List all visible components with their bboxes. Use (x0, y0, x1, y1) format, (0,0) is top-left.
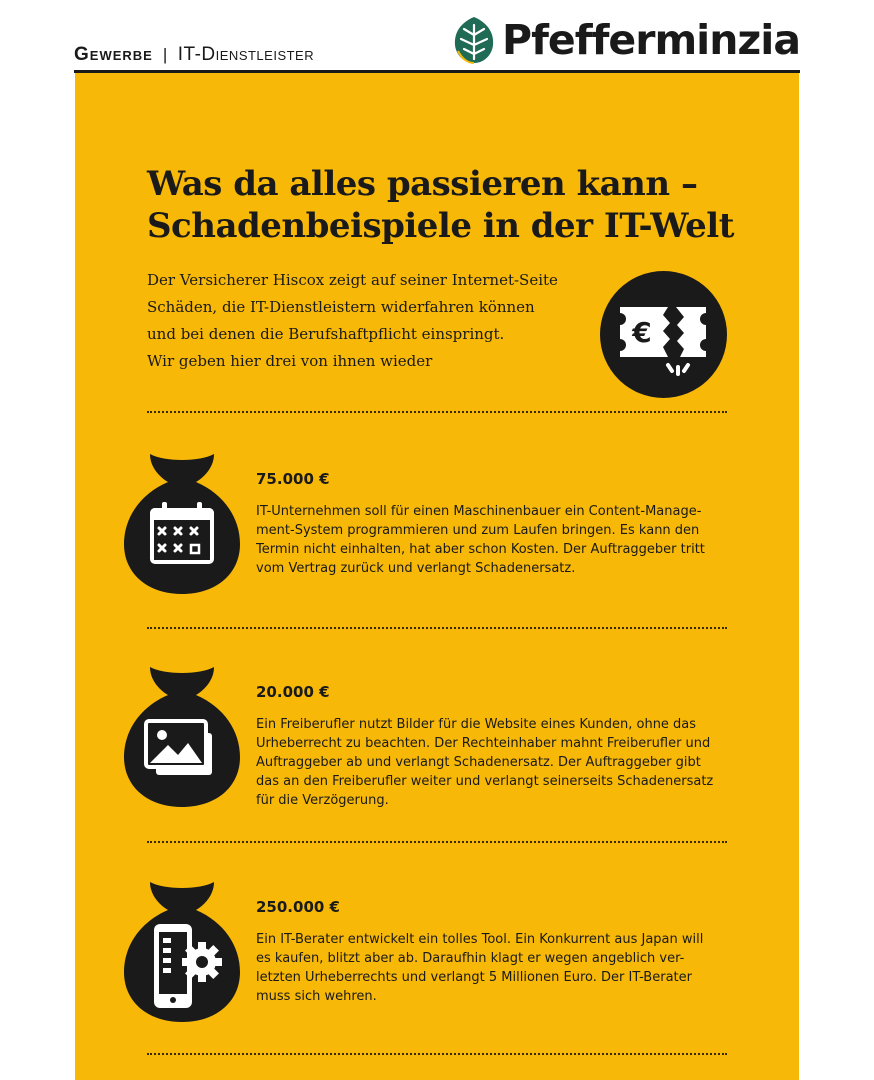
title-line: Schadenbeispiele in der IT-Welt (147, 206, 734, 246)
section-name: Gewerbe (74, 44, 153, 65)
intro-line: Wir geben hier drei von ihnen wieder (147, 352, 433, 370)
case-line: letzten Urheberrechts und verlangt 5 Millionen Euro. Der IT-Berater (256, 970, 692, 985)
euro-symbol: € (632, 316, 652, 349)
torn-banknote-icon (600, 271, 727, 398)
intro-line: und bei denen die Berufshaftpflicht einspringt. (147, 325, 505, 343)
brand-name: Pfefferminzia (502, 16, 800, 64)
mint-leaf-icon (452, 15, 496, 65)
case-line: vom Vertrag zurück und verlangt Schadenersatz. (256, 561, 576, 576)
money-bag-icon (124, 665, 240, 807)
case-line: das an den Freiberufler weiter und verlangt seinerseits Schadenersatz (256, 774, 714, 789)
subsection-name: IT-Dienstleister (177, 44, 315, 65)
page-header (74, 0, 800, 72)
case-amount: 250.000 € (256, 898, 340, 916)
case-line: es kaufen, blitzt aber ab. Daraufhin klagt er wegen angeblich ver- (256, 951, 685, 966)
divider (147, 627, 727, 629)
section-label (74, 44, 314, 66)
case-line: Urheberrecht zu beachten. Der Rechteinhaber mahnt Freiberufler und (256, 736, 711, 751)
intro-line: Der Versicherer Hiscox zeigt auf seiner Internet-Seite (147, 271, 558, 289)
case-item (124, 452, 744, 612)
case-line: Ein IT-Berater entwickelt ein tolles Tool. Ein Konkurrent aus Japan will (256, 932, 704, 947)
case-description (256, 715, 730, 810)
divider (147, 1053, 727, 1055)
intro-line: Schäden, die IT-Dienstleistern widerfahren können (147, 298, 535, 316)
brand-logo[interactable] (452, 14, 800, 66)
case-amount: 75.000 € (256, 470, 330, 488)
money-bag-icon (124, 452, 240, 594)
case-line: Auftraggeber ab und verlangt Schadenersatz. Der Auftraggeber gibt (256, 755, 701, 770)
divider (147, 841, 727, 843)
title-line: Was da alles passieren kann – (147, 164, 698, 204)
case-amount: 20.000 € (256, 683, 330, 701)
case-description (256, 502, 730, 578)
case-line: ment-System programmieren und zum Laufen bringen. Es kann den (256, 523, 700, 538)
calendar-icon (150, 502, 214, 564)
divider (147, 411, 727, 413)
case-line: Termin nicht einhalten, hat aber schon Kosten. Der Auftraggeber tritt (256, 542, 705, 557)
case-line: für die Verzögerung. (256, 793, 389, 808)
intro-badge (600, 271, 727, 398)
case-line: muss sich wehren. (256, 989, 377, 1004)
case-line: IT-Unternehmen soll für einen Maschinenbauer ein Content-Manage- (256, 504, 702, 519)
section-separator: | (162, 45, 168, 64)
case-description (256, 930, 730, 1006)
case-item (124, 880, 744, 1040)
money-bag-icon (124, 880, 240, 1022)
case-item (124, 665, 744, 825)
article-title (147, 163, 767, 247)
case-line: Ein Freiberufler nutzt Bilder für die Website eines Kunden, ohne das (256, 717, 697, 732)
image-gallery-icon (146, 721, 212, 775)
intro-text (147, 267, 597, 375)
